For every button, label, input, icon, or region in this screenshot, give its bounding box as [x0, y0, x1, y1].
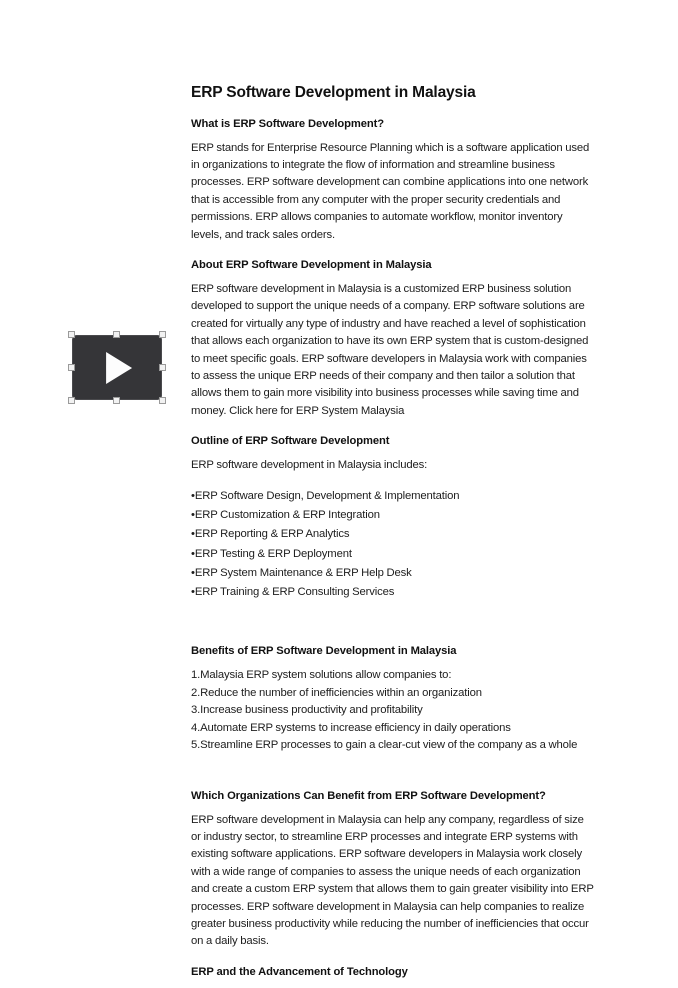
bullet-marker: •: [191, 528, 195, 541]
paragraph-about-erp-malaysia: ERP software development in Malaysia is a customized ERP business solution developed to support the unique needs of a company. ERP software solutions are created for virtually any type of industry and have reached a level of sophistication that allows each organization to have its own ERP system that is custom-designed to meet specific goals. ERP software developers in Malaysia work with companies to assess the unique ERP needs of their company and then tailor a solution that allows them to gain more visibility into business processes while saving time and money. Click here for ERP System Malaysia: [191, 283, 589, 417]
resize-handle-middle-right[interactable]: [159, 364, 166, 371]
heading-outline-of-erp: Outline of ERP Software Development: [191, 435, 390, 448]
heading-erp-advancement-technology: ERP and the Advancement of Technology: [191, 965, 408, 978]
list-item: [191, 702, 595, 719]
heading-benefits: Benefits of ERP Software Development in Malaysia: [191, 645, 457, 658]
outline-bullet-list: [191, 487, 595, 603]
resize-handle-top-right[interactable]: [159, 331, 166, 338]
number-marker: 1.: [191, 669, 201, 682]
list-item-label: Streamline ERP processes to gain a clear-cut view of the company as a whole: [200, 739, 578, 752]
resize-handle-middle-left[interactable]: [68, 364, 75, 371]
list-item-label: ERP Software Design, Development & Implementation: [194, 489, 460, 502]
embedded-video-object[interactable]: [68, 331, 166, 404]
list-item: [191, 545, 595, 564]
paragraph-outline-intro: ERP software development in Malaysia includes:: [191, 459, 428, 472]
list-item: [191, 506, 595, 525]
list-item: [191, 564, 595, 583]
section-spacer: [191, 614, 595, 644]
paragraph-what-is-erp: ERP stands for Enterprise Resource Planning which is a software application used in organizations to integrate the flow of information and streamline business processes. ERP software development can combine applications into one network that is accessible from any computer with the proper security credentials and permissions. ERP allows companies to automate workflow, monitor inventory levels, and track sales orders.: [191, 141, 590, 241]
bullet-marker: •: [191, 489, 195, 502]
bullet-marker: •: [191, 586, 195, 599]
list-item: [191, 720, 595, 737]
list-item-label: ERP Reporting & ERP Analytics: [194, 528, 350, 541]
list-item: [191, 667, 595, 684]
resize-handle-bottom-middle[interactable]: [113, 397, 120, 404]
bullet-marker: •: [191, 566, 195, 579]
resize-handle-bottom-right[interactable]: [159, 397, 166, 404]
number-marker: 3.: [191, 704, 201, 717]
heading-which-organizations: Which Organizations Can Benefit from ERP Software Development?: [191, 789, 546, 802]
page-title: ERP Software Development in Malaysia: [191, 84, 476, 101]
number-marker: 2.: [191, 686, 201, 699]
heading-about-erp-malaysia: About ERP Software Development in Malaysia: [191, 259, 432, 272]
document-text-column: [191, 84, 595, 988]
list-item-label: Automate ERP systems to increase efficiency in daily operations: [200, 721, 511, 734]
list-item: [191, 583, 595, 602]
list-item: [191, 737, 595, 754]
video-thumbnail[interactable]: [72, 335, 162, 400]
list-item-label: ERP System Maintenance & ERP Help Desk: [194, 566, 412, 579]
list-item-label: Increase business productivity and profitability: [200, 704, 423, 717]
paragraph-which-organizations: ERP software development in Malaysia can help any company, regardless of size or industry sector, to streamline ERP processes and integrate ERP systems with existing software applications. ERP software developers in Malaysia work closely with a wide range of companies to assess the unique needs of each organization and create a custom ERP system that allows them to gain greater visibility into ERP processes. ERP software development in Malaysia can help companies to realize greater business productivity while reducing the number of inefficiencies that occur on a daily basis.: [191, 813, 594, 948]
resize-handle-top-left[interactable]: [68, 331, 75, 338]
resize-handle-bottom-left[interactable]: [68, 397, 75, 404]
list-item-label: ERP Training & ERP Consulting Services: [194, 586, 395, 599]
list-item-label: ERP Customization & ERP Integration: [194, 508, 380, 521]
bullet-marker: •: [191, 508, 195, 521]
play-icon[interactable]: [106, 352, 132, 384]
list-item: [191, 525, 595, 544]
bullet-marker: •: [191, 547, 195, 560]
resize-handle-top-middle[interactable]: [113, 331, 120, 338]
list-item-label: Malaysia ERP system solutions allow companies to:: [200, 669, 452, 682]
section-spacer: [191, 767, 595, 789]
number-marker: 4.: [191, 721, 201, 734]
list-item: [191, 685, 595, 702]
benefits-numbered-list: [191, 667, 595, 754]
list-item-label: Reduce the number of inefficiencies within an organization: [200, 686, 482, 699]
heading-what-is-erp: What is ERP Software Development?: [191, 117, 384, 130]
list-item: [191, 487, 595, 506]
list-item-label: ERP Testing & ERP Deployment: [194, 547, 352, 560]
number-marker: 5.: [191, 739, 201, 752]
